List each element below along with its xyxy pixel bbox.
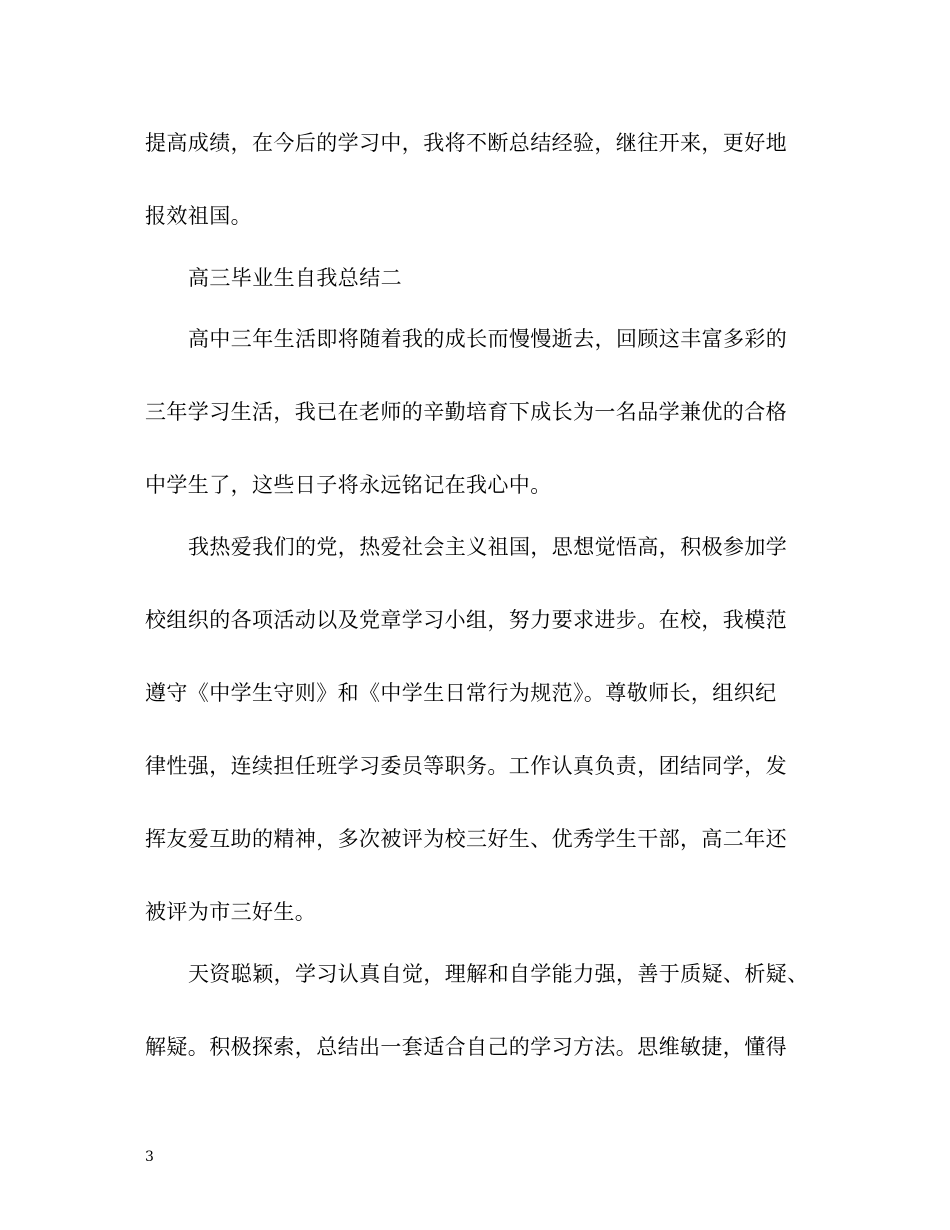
text-line-2: 报效祖国。: [145, 204, 252, 228]
section-heading: 高三毕业生自我总结二: [188, 266, 402, 290]
text-line-14: 解疑。积极探索，总结出一套适合自己的学习方法。思维敏捷，懂得: [145, 1035, 787, 1059]
text-line-8: 校组织的各项活动以及党章学习小组，努力要求进步。在校，我模范: [145, 608, 787, 632]
text-line-11: 挥友爱互助的精神，多次被评为校三好生、优秀学生干部，高二年还: [145, 827, 787, 851]
text-line-6: 中学生了，这些日子将永远铭记在我心中。: [145, 473, 552, 497]
text-line-13: 天资聪颖，学习认真自觉，理解和自学能力强，善于质疑、析疑、: [188, 962, 809, 986]
text-line-4: 高中三年生活即将随着我的成长而慢慢逝去，回顾这丰富多彩的: [188, 327, 788, 351]
page-number: 3: [145, 1149, 154, 1165]
text-line-1: 提高成绩，在今后的学习中，我将不断总结经验，继往开来，更好地: [145, 131, 787, 155]
text-line-12: 被评为市三好生。: [145, 900, 317, 924]
text-line-5: 三年学习生活，我已在老师的辛勤培育下成长为一名品学兼优的合格: [145, 400, 787, 424]
text-line-7: 我热爱我们的党，热爱社会主义祖国，思想觉悟高，积极参加学: [188, 535, 788, 559]
text-line-9: 遵守《中学生守则》和《中学生日常行为规范》。尊敬师长，组织纪: [145, 681, 777, 705]
text-line-10: 律性强，连续担任班学习委员等职务。工作认真负责，团结同学，发: [145, 754, 787, 778]
